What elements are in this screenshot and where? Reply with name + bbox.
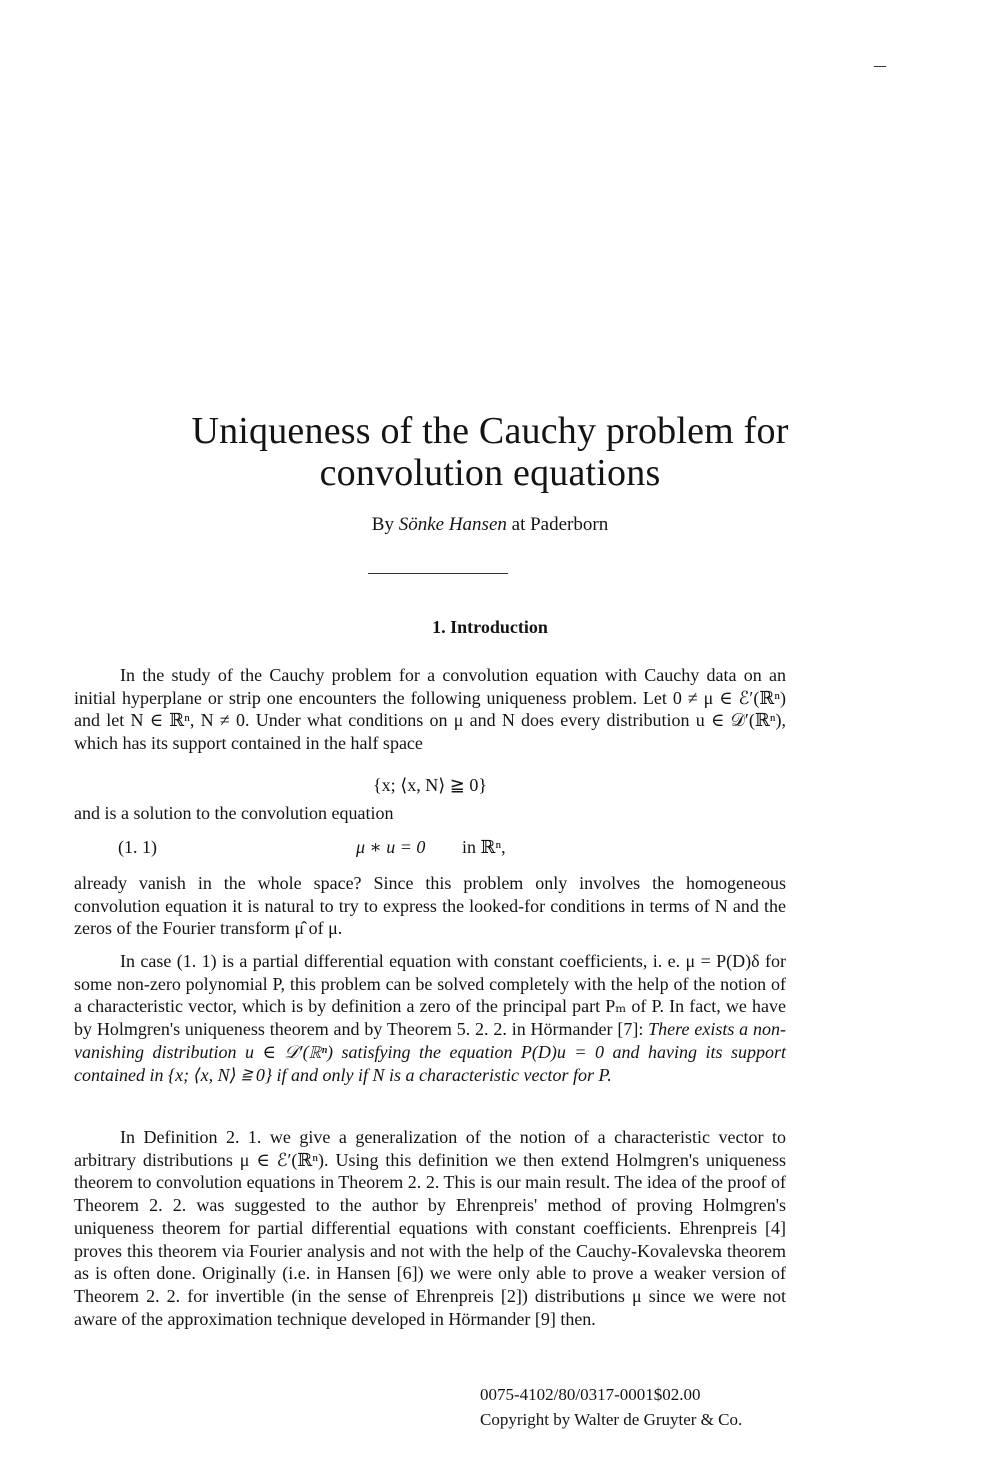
byline xyxy=(100,514,880,536)
publication-code: 0075-4102/80/0317-0001$02.00 xyxy=(480,1385,701,1404)
paragraph-5: In Definition 2. 1. we give a generalization of the notion of a characteristic vector to arbitrary distributions μ ∈ ℰ′(ℝⁿ). Using this definition we then extend Holmgren's uniqueness theorem to convolution equations in Theorem 2. 2. This is our main result. The idea of the proof of Theorem 2. 2. was suggested to the author by Ehrenpreis' method of proving Holmgren's uniqueness theorem for partial differential equations with constant coefficients. Ehrenpreis [4] proves this theorem via Fourier analysis and not with the help of the Cauchy-Kovalevska theorem as is often done. Originally (i.e. in Hansen [6]) we were only able to prove a weaker version of Theorem 2. 2. for invertible (in the sense of Ehrenpreis [2]) distributions μ since we were not aware of the approximation technique developed in Hörmander [9] then. xyxy=(74,1127,786,1329)
half-space-set: {x; ⟨x, N⟩ ≧ 0} xyxy=(373,775,487,795)
title-line-1: Uniqueness of the Cauchy problem for xyxy=(191,410,789,452)
copyright: Copyright by Walter de Gruyter & Co. xyxy=(480,1410,743,1429)
paragraph-3: already vanish in the whole space? Since this problem only involves the homogeneous convolution equation it is natural to try to express the looked-for conditions in terms of N and the zeros of the Fourier transform μ̂ of μ. xyxy=(74,873,786,939)
footer xyxy=(480,1382,742,1432)
divider-rule xyxy=(368,573,508,574)
section-heading: 1. Introduction xyxy=(432,617,548,637)
theorem-statement: There exists a non-vanishing distribution u ∈ 𝒟′(ℝⁿ) satisfying the equation P(D)u = 0 and having its support contained in {x; ⟨x, N⟩ ≧ 0} if and only if N is a characteristic vector for P. xyxy=(74,1019,786,1085)
article-title xyxy=(100,410,880,494)
byline-suffix: at Paderborn xyxy=(506,514,609,535)
paragraph-2: and is a solution to the convolution equation xyxy=(74,803,394,823)
paragraph-1: In the study of the Cauchy problem for a convolution equation with Cauchy data on an initial hyperplane or strip one encounters the following uniqueness problem. Let 0 ≠ μ ∈ ℰ′(ℝⁿ) and let N ∈ ℝⁿ, N ≠ 0. Under what conditions on μ and N does every distribution u ∈ 𝒟′(ℝⁿ), which has its support contained in the half space xyxy=(74,665,786,754)
title-line-2: convolution equations xyxy=(319,452,661,494)
corner-mark xyxy=(874,66,886,67)
paragraph-4-text: In case (1. 1) is a partial differential equation with constant coefficients, i. e. μ = P(D)δ for some non-zero polynomial P, this problem can be solved completely with the help of the notion of a characteristic vector, which is by definition a zero of the principal part Pₘ of P. In fact, we have by Holmgren's uniqueness theorem and by Theorem 5. 2. 2. in Hörmander [7]: xyxy=(74,951,786,1040)
byline-prefix: By xyxy=(371,514,399,535)
equation-body: μ ∗ u = 0 xyxy=(356,837,426,857)
paragraph-4 xyxy=(74,950,786,1086)
author-name: Sönke Hansen xyxy=(398,514,507,535)
equation-number: (1. 1) xyxy=(118,837,157,857)
equation-domain: in ℝⁿ, xyxy=(462,837,506,857)
